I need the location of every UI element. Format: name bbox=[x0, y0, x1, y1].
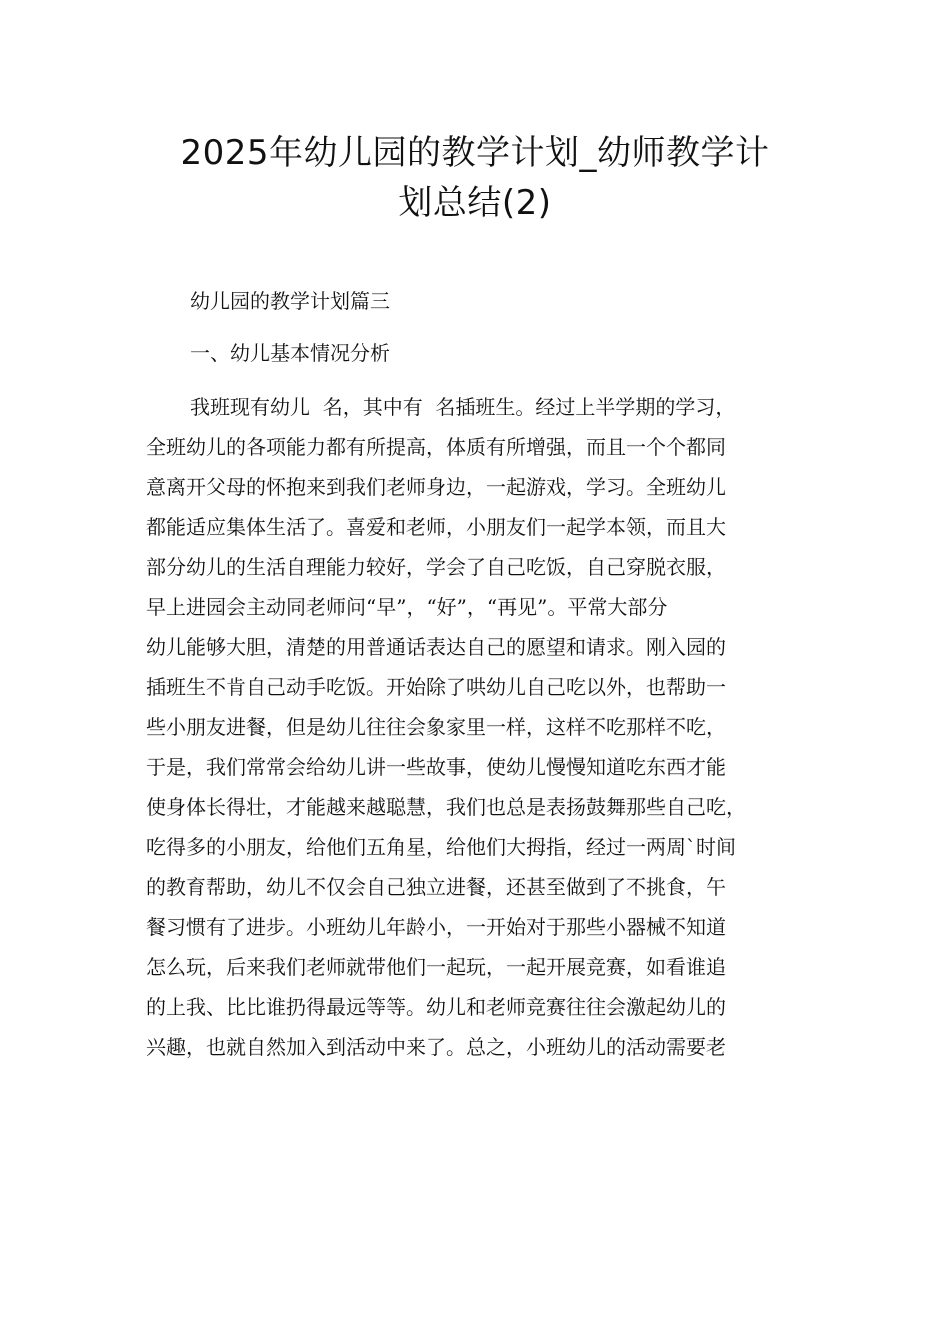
body-line: 全班幼儿的各项能力都有所提高，体质有所增强，而且一个个都同 bbox=[146, 435, 726, 459]
body-line: 都能适应集体生活了。喜爱和老师，小朋友们一起学本领，而且大 bbox=[146, 515, 726, 539]
body-line: 部分幼儿的生活自理能力较好，学会了自己吃饭，自己穿脱衣服， bbox=[146, 555, 726, 579]
body-line: 的教育帮助，幼儿不仅会自己独立进餐，还甚至做到了不挑食，午 bbox=[146, 875, 726, 899]
body-line: 插班生不肯自己动手吃饭。开始除了哄幼儿自己吃以外，也帮助一 bbox=[146, 675, 726, 699]
body-line: 兴趣，也就自然加入到活动中来了。总之，小班幼儿的活动需要老 bbox=[146, 1035, 726, 1059]
body-line: 怎么玩，后来我们老师就带他们一起玩，一起开展竞赛，如看谁追 bbox=[146, 955, 726, 979]
body-line: 我班现有幼儿 名，其中有 名插班生。经过上半学期的学习， bbox=[190, 395, 736, 419]
title-line-2: 划总结(2) bbox=[398, 183, 552, 223]
section-heading: 幼儿园的教学计划篇三 bbox=[190, 289, 390, 313]
subheading: 一、幼儿基本情况分析 bbox=[190, 341, 390, 365]
title-line-1: 2025年幼儿园的教学计划_幼师教学计 bbox=[180, 133, 770, 173]
body-line: 些小朋友进餐，但是幼儿往往会象家里一样，这样不吃那样不吃， bbox=[146, 715, 726, 739]
document-title bbox=[120, 128, 830, 228]
body-line: 的上我、比比谁扔得最远等等。幼儿和老师竞赛往往会激起幼儿的 bbox=[146, 995, 726, 1019]
body-line: 使身体长得壮，才能越来越聪慧，我们也总是表扬鼓舞那些自己吃， bbox=[146, 795, 746, 819]
body-line: 吃得多的小朋友，给他们五角星，给他们大拇指，经过一两周`时间 bbox=[146, 835, 736, 859]
body-paragraph bbox=[146, 387, 826, 1067]
body-line: 意离开父母的怀抱来到我们老师身边，一起游戏，学习。全班幼儿 bbox=[146, 475, 726, 499]
body-line: 幼儿能够大胆，清楚的用普通话表达自己的愿望和请求。刚入园的 bbox=[146, 635, 726, 659]
body-line: 餐习惯有了进步。小班幼儿年龄小，一开始对于那些小器械不知道 bbox=[146, 915, 726, 939]
body-line: 早上进园会主动同老师问“早”，“好”，“再见”。平常大部分 bbox=[146, 595, 668, 619]
body-line: 于是，我们常常会给幼儿讲一些故事，使幼儿慢慢知道吃东西才能 bbox=[146, 755, 726, 779]
